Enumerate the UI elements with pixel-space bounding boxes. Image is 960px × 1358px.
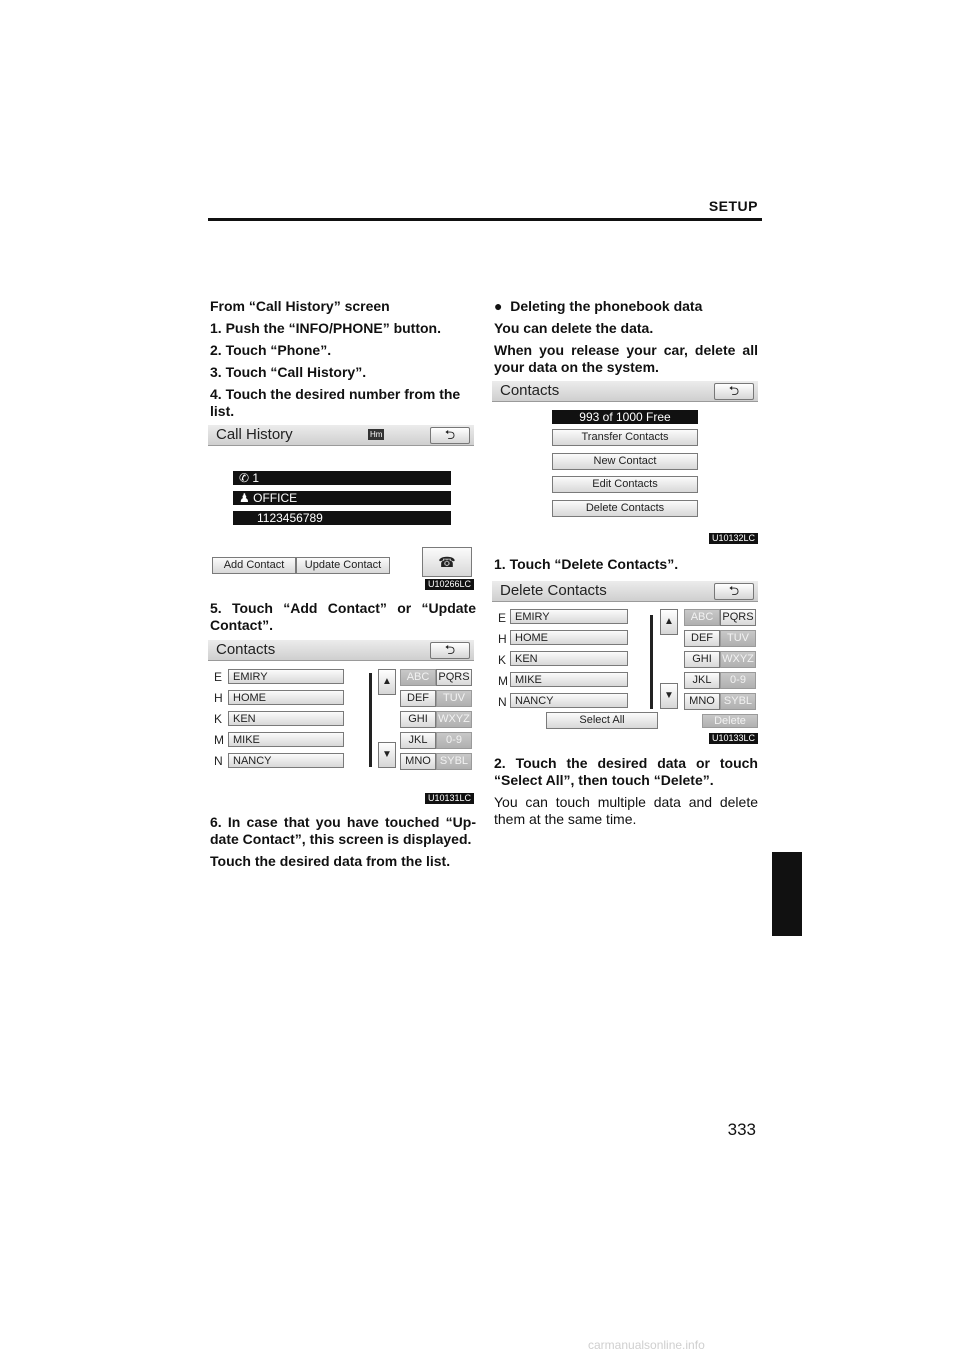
call-number-bar <box>233 511 451 525</box>
scroll-bar[interactable] <box>650 615 653 709</box>
scroll-bar[interactable] <box>369 673 372 767</box>
heading-text: Deleting the phonebook data <box>510 298 703 314</box>
call-number: 1123456789 <box>257 511 323 525</box>
paragraph-1: You can delete the data. <box>494 320 654 336</box>
delete-step-2: 2. Touch the desired data or touch “Select All”, then touch “Delete”. <box>494 755 758 788</box>
key-0-9: 0-9 <box>720 672 756 689</box>
call-index: 1 <box>252 471 260 485</box>
key-wxyz: WXYZ <box>436 711 472 728</box>
index-letter: M <box>214 733 224 747</box>
delete-contacts-button[interactable]: Delete Contacts <box>552 500 698 517</box>
watermark: carmanualsonline.info <box>588 1338 705 1352</box>
arrow-down-icon: ▼ <box>664 690 674 701</box>
figure-code: U10133LC <box>709 733 758 744</box>
figure-code: U10266LC <box>425 579 474 590</box>
step-5: 5. Touch “Add Contact” or “Update Contact”. <box>210 600 476 633</box>
edit-contacts-button[interactable]: Edit Contacts <box>552 476 698 493</box>
key-tuv: TUV <box>436 690 472 707</box>
contact-item[interactable]: NANCY <box>228 753 344 768</box>
key-abc: ABC <box>400 669 436 686</box>
back-button[interactable]: ⮌ <box>430 642 470 659</box>
index-letter: M <box>498 674 508 688</box>
key-def[interactable]: DEF <box>400 690 436 707</box>
index-letter: K <box>214 712 223 726</box>
delete-contacts-screen <box>492 581 758 744</box>
contact-item[interactable]: MIKE <box>510 672 628 687</box>
title-bar <box>208 425 474 446</box>
step-6-block <box>210 814 476 870</box>
call-index-bar <box>233 471 451 485</box>
paragraph-2: When you release your car, delete all your data on the system. <box>494 342 758 375</box>
section-header: SETUP <box>708 198 758 214</box>
key-wxyz: WXYZ <box>720 651 756 668</box>
contact-item[interactable]: NANCY <box>510 693 628 708</box>
contact-item[interactable]: EMIRY <box>510 609 628 624</box>
key-sybl: SYBL <box>720 693 756 710</box>
back-button[interactable]: ⮌ <box>714 383 754 400</box>
delete-note: You can touch multiple data and delete them at the same time. <box>494 794 758 827</box>
back-button[interactable]: ⮌ <box>714 583 754 600</box>
step-2: 2. Touch “Phone”. <box>210 342 332 358</box>
scroll-up-button[interactable] <box>660 609 678 635</box>
screen-title: Call History <box>216 426 293 443</box>
step-6: 6. In case that you have touched “Up-date Contact”, this screen is displayed. <box>210 814 476 847</box>
key-pqrs[interactable]: PQRS <box>436 669 472 686</box>
page-number: 333 <box>727 1120 756 1139</box>
call-history-screen <box>208 425 474 590</box>
add-contact-button[interactable]: Add Contact <box>212 557 296 574</box>
contact-item[interactable]: HOME <box>510 630 628 645</box>
phone-icon: ☎ <box>438 554 456 570</box>
figure-code: U10132LC <box>709 533 758 544</box>
bullet: ● <box>494 298 503 314</box>
delete-step-2-block <box>494 755 758 828</box>
back-button[interactable]: ⮌ <box>430 427 470 444</box>
update-contact-button[interactable]: Update Contact <box>296 557 390 574</box>
key-tuv: TUV <box>720 630 756 647</box>
scroll-down-button[interactable] <box>378 742 396 768</box>
figure-code: U10131LC <box>425 793 474 804</box>
scroll-down-button[interactable] <box>660 683 678 709</box>
step-6b: Touch the desired data from the list. <box>210 853 451 869</box>
title-bar <box>208 640 474 661</box>
screen-title: Contacts <box>216 641 276 658</box>
person-icon: ♟ <box>239 491 250 505</box>
call-button[interactable] <box>422 547 472 577</box>
key-abc: ABC <box>684 609 720 626</box>
contacts-menu-screen <box>492 381 758 544</box>
contact-item[interactable]: KEN <box>228 711 344 726</box>
contacts-screen <box>208 640 474 804</box>
key-0-9: 0-9 <box>436 732 472 749</box>
new-contact-button[interactable]: New Contact <box>552 453 698 470</box>
delete-step-1-text <box>494 556 758 573</box>
key-mno[interactable]: MNO <box>684 693 720 710</box>
select-all-button[interactable]: Select All <box>546 712 658 729</box>
key-pqrs[interactable]: PQRS <box>720 609 756 626</box>
status-indicator: Hm <box>370 430 383 439</box>
screen-title: Contacts <box>500 382 560 399</box>
key-mno[interactable]: MNO <box>400 753 436 770</box>
index-letter: N <box>498 695 507 709</box>
free-capacity-bar: 993 of 1000 Free <box>552 410 698 424</box>
title-bar <box>492 381 758 402</box>
scroll-up-button[interactable] <box>378 669 396 695</box>
section-heading <box>494 298 758 315</box>
contact-item[interactable]: HOME <box>228 690 344 705</box>
intro-text: From “Call History” screen <box>210 298 390 314</box>
left-intro-block <box>210 298 476 420</box>
key-jkl[interactable]: JKL <box>400 732 436 749</box>
step-4: 4. Touch the desired number from the list. <box>210 386 461 419</box>
contact-item[interactable]: KEN <box>510 651 628 666</box>
key-ghi[interactable]: GHI <box>684 651 720 668</box>
right-intro-block <box>494 298 758 376</box>
key-sybl: SYBL <box>436 753 472 770</box>
call-name: OFFICE <box>253 491 298 505</box>
call-name-bar <box>233 491 451 505</box>
delete-step-1: 1. Touch “Delete Contacts”. <box>494 556 679 572</box>
chapter-tab <box>772 852 802 936</box>
index-letter: N <box>214 754 223 768</box>
arrow-down-icon: ▼ <box>382 749 392 760</box>
key-jkl[interactable]: JKL <box>684 672 720 689</box>
index-letter: H <box>498 632 507 646</box>
step-1: 1. Push the “INFO/PHONE” button. <box>210 320 441 336</box>
contact-item[interactable]: EMIRY <box>228 669 344 684</box>
index-letter: K <box>498 653 507 667</box>
index-letter: E <box>214 670 223 684</box>
arrow-up-icon: ▲ <box>382 676 392 687</box>
header-rule <box>208 218 762 221</box>
key-ghi[interactable]: GHI <box>400 711 436 728</box>
key-def[interactable]: DEF <box>684 630 720 647</box>
arrow-up-icon: ▲ <box>664 616 674 627</box>
title-bar <box>492 581 758 602</box>
index-letter: H <box>214 691 223 705</box>
transfer-contacts-button[interactable]: Transfer Contacts <box>552 429 698 446</box>
contact-item[interactable]: MIKE <box>228 732 344 747</box>
person-call-icon: ✆ <box>239 471 250 485</box>
delete-button[interactable]: Delete <box>702 714 758 728</box>
step-3: 3. Touch “Call History”. <box>210 364 367 380</box>
screen-title: Delete Contacts <box>500 582 607 599</box>
index-letter: E <box>498 611 507 625</box>
step-5-text <box>210 600 476 634</box>
